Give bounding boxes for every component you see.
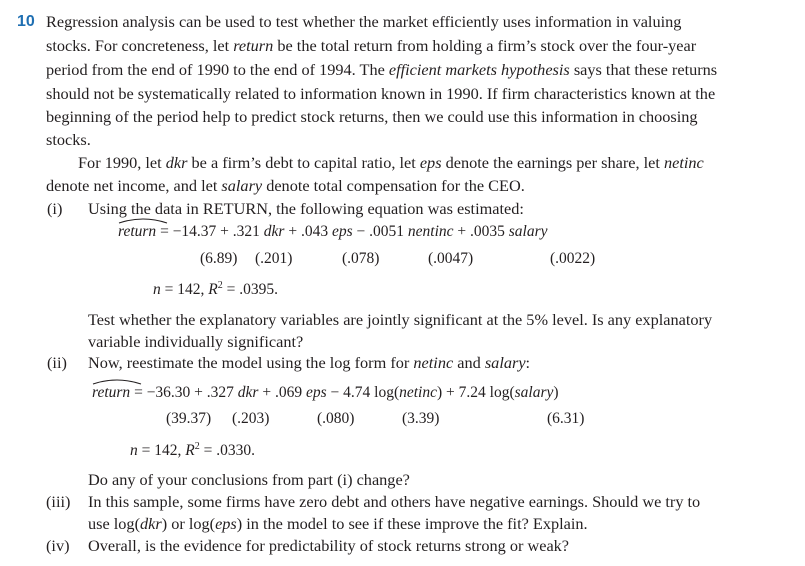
part-i-question-2: variable individually significant? [88,332,304,351]
part-iii-text-seg: ) in the model to see if these improve the fit? Explain. [236,514,588,533]
problem-number: 10 [17,13,35,30]
eq-term: − 4.74 log( [326,384,400,401]
equation-1 [118,222,548,242]
eq-term: −14.37 + .321 [168,223,264,240]
se-5: (6.31) [547,410,585,427]
eq-lhs: return [92,384,131,401]
eq-term: −36.30 + .327 [142,384,238,401]
se-3: (.080) [317,410,355,427]
eq-term: + .043 [284,223,332,240]
part-iii-text-seg: use log( [88,514,140,533]
stat-r2-value: = .0395. [222,281,278,299]
part-iii-line-2 [88,513,588,535]
intro-line-2 [46,35,696,57]
eq-variable: salary [514,384,554,401]
stat-n-value: = 142, [160,281,209,299]
equation-2 [92,383,559,403]
eq-variable: nentinc [407,223,454,240]
defs-text: denote net income, and let [46,176,222,195]
defs-text: denote total compensation for the CEO. [262,176,525,195]
part-i-question-1: Test whether the explanatory variables are jointly significant at the 5% level. Is any explanatory [88,310,713,329]
se-2: (.201) [255,250,293,267]
defs-text: be a firm’s debt to capital ratio, let [187,153,420,172]
part-ii-label: (ii) [47,353,67,372]
var-salary: salary [484,353,526,372]
stat-n: n [153,281,161,299]
eq-variable: dkr [263,223,285,240]
var-return: return [233,36,274,55]
defs-line-1 [78,152,704,174]
eq-equals: = [134,384,143,401]
eq-variable: eps [331,223,353,240]
part-iii-text-seg: ) or log( [161,514,216,533]
stat-r: R [185,442,195,460]
defs-text: For 1990, let [78,153,166,172]
part-iii-line-1: In this sample, some firms have zero debt and others have negative earnings. Should we try to [88,492,701,511]
stat-n: n [130,442,138,460]
intro-text: beginning of the period help to predict stock returns, then we could use this information in choosing [46,107,698,126]
defs-text: denote the earnings per share, let [441,153,664,172]
part-ii-text-seg: : [525,353,531,372]
part-iii-label: (iii) [46,492,71,511]
stat-r-sup: 2 [194,441,200,452]
part-ii-text-seg: Now, reestimate the model using the log form for [88,353,414,372]
se-4: (3.39) [402,410,440,427]
part-i-text: Using the data in RETURN, the following equation was estimated: [88,199,524,218]
se-2: (.203) [232,410,270,427]
se-3: (.078) [342,250,380,267]
part-ii-text-seg: and [453,353,485,372]
intro-line-6 [46,129,91,151]
eq-stats-2 [130,437,255,461]
defs-line-2 [46,175,525,197]
stat-n-value: = 142, [137,442,186,460]
intro-line-4 [46,83,715,105]
intro-text: period from the end of 1990 to the end of 1994. The [46,60,389,79]
var-netinc: netinc [413,353,454,372]
intro-line-1 [46,11,681,33]
intro-text: says that these returns [569,60,718,79]
intro-text: Regression analysis can be used to test whether the market efficiently uses information in valuing [46,12,682,31]
eq-variable: eps [305,384,327,401]
intro-text: stocks. For concreteness, let [46,36,234,55]
var-dkr: dkr [165,153,188,172]
intro-text: stocks. [46,130,91,149]
eq-stats-1 [153,276,278,300]
eq-term: + .0035 [453,223,509,240]
se-5: (.0022) [550,250,596,267]
se-1: (6.89) [200,250,238,267]
intro-text: should not be systematically related to information known in 1990. If firm characteristics known at the [46,84,716,103]
part-ii-text [88,352,530,374]
var-dkr: dkr [140,514,162,533]
eq-equals: = [160,223,169,240]
eq-variable: dkr [237,384,259,401]
part-ii-question: Do any of your conclusions from part (i) change? [88,470,410,489]
eq-rhs [143,384,559,401]
eq-variable: salary [508,223,548,240]
part-iv-label: (iv) [46,536,70,555]
eq-term: + .069 [258,384,306,401]
se-1: (39.37) [166,410,212,427]
intro-line-3 [46,59,717,81]
stat-r2-value: = .0330. [199,442,255,460]
part-i-label: (i) [47,199,63,218]
stat-r: R [208,281,218,299]
se-4: (.0047) [428,250,474,267]
var-eps: eps [215,514,237,533]
stat-r-sup: 2 [217,280,223,291]
eq-rhs [169,223,548,240]
term-emh: efficient markets hypothesis [388,60,570,79]
var-salary: salary [221,176,263,195]
eq-term: ) + 7.24 log( [436,384,515,401]
intro-line-5 [46,106,698,128]
eq-lhs: return [118,223,157,240]
var-netinc: netinc [663,153,704,172]
intro-text: be the total return from holding a firm’s stock over the four-year [273,36,697,55]
eq-variable: netinc [399,384,437,401]
eq-term: − .0051 [352,223,408,240]
part-iv-text: Overall, is the evidence for predictability of stock returns strong or weak? [88,536,570,555]
eq-term: ) [553,384,559,401]
var-eps: eps [419,153,442,172]
